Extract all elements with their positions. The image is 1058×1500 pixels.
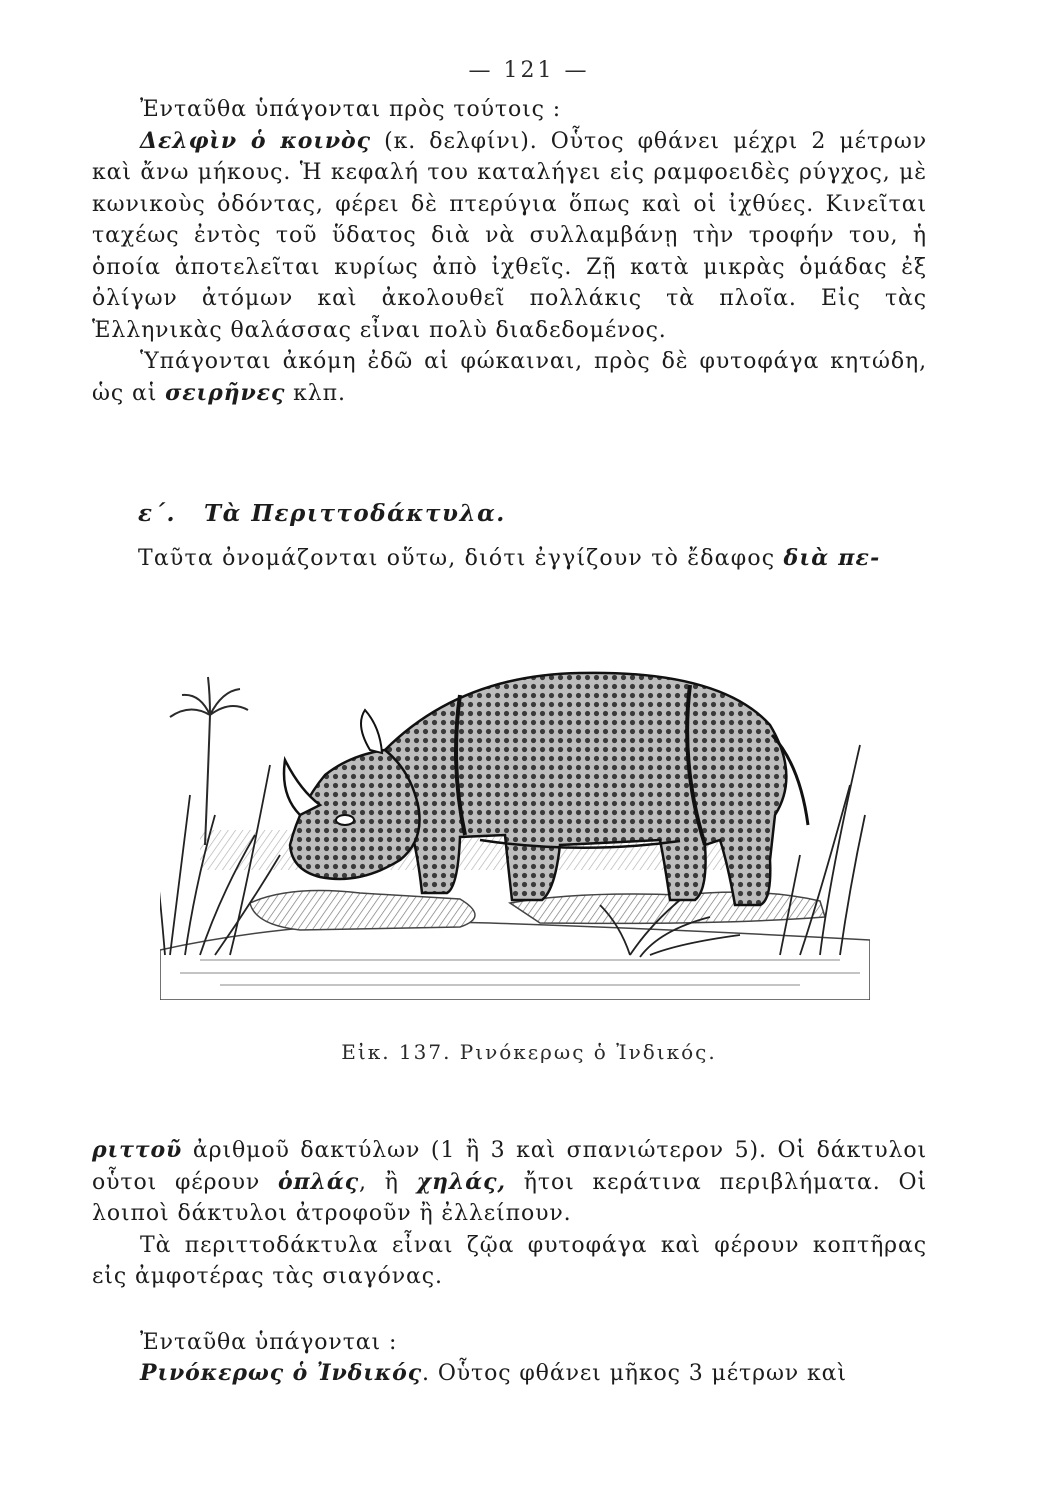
dolphin-term: Δελφὶν ὁ κοινὸς [140,127,371,154]
sirens-term: σειρῆνες [165,379,286,406]
rhino-term: Ρινόκερως ὁ Ἰνδικός [140,1360,423,1386]
rhino-text: . Οὗτος φθάνει μῆκος 3 μέτρων καὶ [422,1361,847,1386]
rhinoceros-illustration [160,655,870,1000]
continuation-paragraph [92,1135,927,1230]
page-number: — 121 — [468,58,590,83]
rock-left [250,891,475,930]
continuation-text-1: ἀριθμοῦ δακτύλων (1 ἢ 3 καὶ σπανιώτερον 5). Οἱ δάκτυλοι οὗτοι φέρουν [92,1138,927,1195]
section-number: ε΄. [138,500,176,527]
section-heading [138,500,506,527]
continuation-text-2: , ἢ [359,1169,417,1195]
seals-text-before: Ὑπάγονται ἀκόμη ἐδῶ αἱ φώκαιναι, πρὸς δὲ φυτοφάγα κητώδη, ὡς αἱ [92,349,927,406]
herbivores-paragraph: Τὰ περιττοδάκτυλα εἶναι ζῷα φυτοφάγα καὶ φέρουν κοπτῆρας εἰς ἀμφοτέρας τὰς σιαγόνας. [92,1232,927,1289]
rhinoceros-eye [336,815,354,825]
rhinoceros-body [385,673,786,905]
upper-text-block [92,94,927,409]
dolphin-text: (κ. δελφίνι). Οὗτος φθάνει μέχρι 2 μέτρων καὶ ἄνω μήκους. Ἡ κεφαλή του καταλήγει εἰς ραμφοειδὲς ρύγχος, μὲ κωνικοὺς ὀδόντας, φέρει δὲ πτερύγια ὅπως καὶ οἱ ἰχθύες. Κινεῖται ταχέως ἐντὸς τοῦ ὕδατος διὰ νὰ συλλαμβάνῃ τὴν τροφήν του, ἡ ὁποία ἀποτελεῖται κυρίως ἀπὸ ἰχθεῖς. Ζῇ κατὰ μικρὰς ὁμάδας ἐξ ὀλίγων ἀτόμων καὶ ἀκολουθεῖ πολλάκις τὰ πλοῖα. Εἰς τὰς Ἑλληνικὰς θαλάσσας εἶναι πολὺ διαδεδομένος. [92,128,927,343]
rhinoceros-head [290,750,420,879]
lower-text-block [92,1135,927,1390]
intro2-paragraph: Ἐνταῦθα ὑπάγονται : [140,1329,398,1355]
palm-tree [170,677,248,845]
rock-right [510,892,825,923]
continuation-term-hooves: ὁπλάς [277,1168,360,1195]
continuation-text-3: ἤτοι κεράτινα περιβλήματα. Οἱ λοιποὶ δάκτυλοι ἀτροφοῦν ἢ ἐλλείπουν. [92,1169,927,1226]
section-intro-term: διὰ πε- [783,545,881,571]
rhinoceros-ear [361,710,382,753]
dolphin-paragraph [92,126,927,347]
continuation-term-claws: χηλάς, [416,1168,506,1195]
intro-paragraph: Ἐνταῦθα ὑπάγονται πρὸς τούτοις : [140,97,562,122]
seals-paragraph [92,346,927,409]
rhinoceros [284,673,808,905]
rhino-paragraph [92,1358,927,1390]
ground [160,922,870,1000]
section-intro-line [138,545,928,571]
section-intro-text: Ταῦτα ὀνομάζονται οὕτω, διότι ἐγγίζουν τὸ ἔδαφος [138,546,784,571]
continuation-term-perittou: ριττοῦ [92,1137,183,1163]
figure-caption: Εἰκ. 137. Ρινόκερως ὁ Ἰνδικός. [341,1040,717,1064]
section-title: Τὰ Περιττοδάκτυλα. [204,500,506,527]
seals-text-after: κλπ. [285,380,346,406]
